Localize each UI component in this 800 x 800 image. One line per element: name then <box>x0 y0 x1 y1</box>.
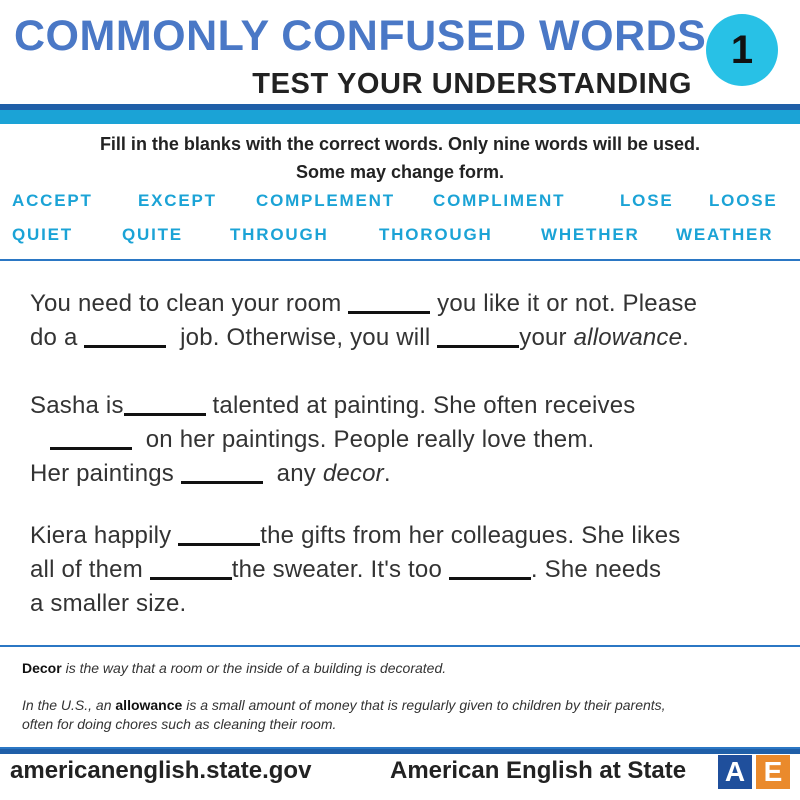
sentence-text: a smaller size. <box>30 590 187 617</box>
sentence-text: your <box>519 324 567 351</box>
instructions-line-1: Fill in the blanks with the correct words. Only nine words will be used. <box>99 134 701 154</box>
answer-blank[interactable] <box>178 543 260 546</box>
answer-blank[interactable] <box>181 481 263 484</box>
word-bank-item: LOSE <box>620 191 674 210</box>
sentence-text: the sweater. It's too <box>231 556 443 583</box>
note-term: Decor <box>22 660 62 676</box>
sentence-text: on her paintings. People really love them. <box>145 426 595 453</box>
lesson-number-badge: 1 <box>706 14 778 86</box>
note-definition: is the way that a room or the inside of a building is decorated. <box>65 660 447 676</box>
word-bank-item: LOOSE <box>709 191 778 210</box>
word-bank-item: COMPLEMENT <box>256 191 395 210</box>
sentence-text: all of them <box>30 556 143 583</box>
glossary-term-allowance: allowance <box>573 324 683 351</box>
sentence-text: Sasha is <box>30 392 124 419</box>
sentence-text: any <box>276 460 316 487</box>
word-bank-item: WHETHER <box>541 225 640 244</box>
sentence-text: the gifts from her colleagues. She likes <box>260 522 681 549</box>
word-bank-item: QUIET <box>12 225 73 244</box>
note-decor <box>22 659 446 678</box>
sentence-text: You need to clean your room <box>30 290 342 317</box>
footer-website-link[interactable]: americanenglish.state.gov <box>10 757 312 784</box>
exercise-line <box>30 460 391 488</box>
note-allowance <box>22 696 666 734</box>
word-bank-item: EXCEPT <box>138 191 217 210</box>
answer-blank[interactable] <box>150 577 232 580</box>
note-definition: often for doing chores such as cleaning their room. <box>22 716 337 732</box>
exercise-line <box>30 590 186 618</box>
answer-blank[interactable] <box>449 577 531 580</box>
sentence-text: Kiera happily <box>30 522 172 549</box>
page-title: COMMONLY CONFUSED WORDS <box>14 12 707 60</box>
sentence-text: job. Otherwise, you will <box>180 324 431 351</box>
exercise-line <box>30 522 680 550</box>
section-divider <box>0 259 800 261</box>
word-bank-item: ACCEPT <box>12 191 93 210</box>
glossary-term-decor: decor <box>322 460 384 487</box>
sentence-text: you like it or not. Please <box>437 290 698 317</box>
answer-blank[interactable] <box>348 311 430 314</box>
note-term: allowance <box>115 697 183 713</box>
exercise-line <box>30 392 635 420</box>
word-bank-item: THROUGH <box>230 225 329 244</box>
header-stripe-cyan <box>0 110 800 124</box>
sentence-text: do a <box>30 324 78 351</box>
brand-logo-a-icon: A <box>718 755 752 789</box>
exercise-line <box>30 324 689 352</box>
answer-blank[interactable] <box>50 447 132 450</box>
note-text: In the U.S., an <box>22 697 112 713</box>
word-bank-item: WEATHER <box>676 225 774 244</box>
sentence-text: talented at painting. She often receives <box>212 392 636 419</box>
sentence-text: . She needs <box>530 556 662 583</box>
page-subtitle: TEST YOUR UNDERSTANDING <box>252 68 692 100</box>
answer-blank[interactable] <box>124 413 206 416</box>
word-bank-item: COMPLIMENT <box>433 191 566 210</box>
glossary-notes <box>0 645 800 749</box>
note-definition: is a small amount of money that is regularly given to children by their parents, <box>186 697 666 713</box>
exercise-line <box>50 426 594 454</box>
word-bank-item: QUITE <box>122 225 183 244</box>
exercise-line <box>30 290 697 318</box>
exercise-line <box>30 556 661 584</box>
sentence-text: . <box>682 324 690 351</box>
answer-blank[interactable] <box>437 345 519 348</box>
answer-blank[interactable] <box>84 345 166 348</box>
footer-brand-name: American English at State <box>390 757 687 784</box>
sentence-text: Her paintings <box>30 460 175 487</box>
brand-logo-e-icon: E <box>756 755 790 789</box>
word-bank-item: THOROUGH <box>379 225 493 244</box>
instructions-line-2: Some may change form. <box>295 162 505 182</box>
instructions <box>20 130 780 186</box>
footer-stripe <box>0 749 800 754</box>
sentence-text: . <box>383 460 391 487</box>
